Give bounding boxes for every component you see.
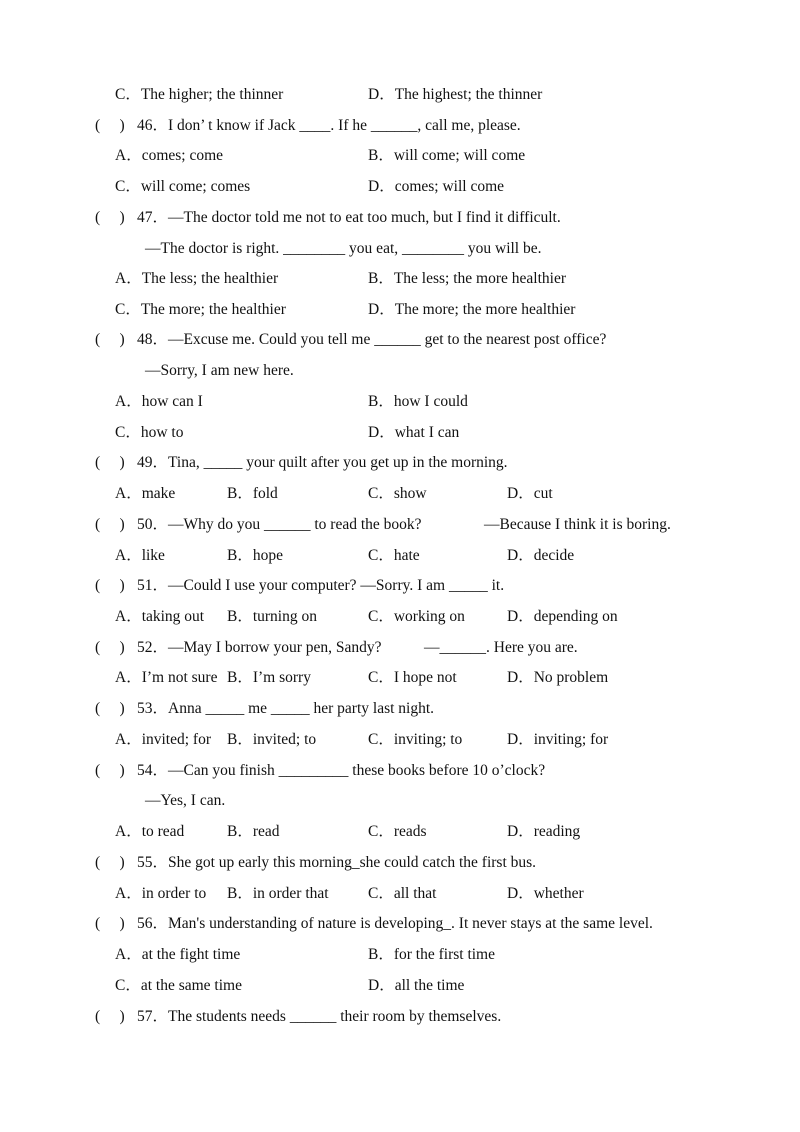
answer-bracket: ( ) xyxy=(95,639,125,656)
option-d: D．whether xyxy=(507,885,584,902)
question-stem: 47．—The doctor told me not to eat too much, but I find it difficult. xyxy=(137,209,561,226)
option-c: C．all that xyxy=(368,885,437,902)
question-55 xyxy=(0,853,800,873)
option-c: C．reads xyxy=(368,823,427,840)
option-row xyxy=(0,146,800,166)
option-c: C．how to xyxy=(115,424,184,441)
option-row xyxy=(0,668,800,688)
option-row xyxy=(0,269,800,289)
option-a: A．at the fight time xyxy=(115,946,241,963)
question-51 xyxy=(0,576,800,596)
question-stem: 49．Tina, _____ your quilt after you get up in the morning. xyxy=(137,454,508,471)
option-d: D．comes; will come xyxy=(368,178,505,195)
option-row xyxy=(0,85,800,105)
option-a: A．how can I xyxy=(115,393,203,410)
option-c: C．hate xyxy=(368,547,420,564)
answer-bracket: ( ) xyxy=(95,331,125,348)
question-stem-continued: —The doctor is right. ________ you eat, ________ you will be. xyxy=(145,240,542,257)
option-row xyxy=(0,484,800,504)
option-d: D．depending on xyxy=(507,608,618,625)
option-row xyxy=(0,300,800,320)
option-c: C．inviting; to xyxy=(368,731,463,748)
question-stem-continued: —Yes, I can. xyxy=(145,792,226,809)
option-row xyxy=(0,822,800,842)
option-d: D．cut xyxy=(507,485,553,502)
option-b: B．for the first time xyxy=(368,946,495,963)
answer-bracket: ( ) xyxy=(95,516,125,533)
question-stem: 56．Man's understanding of nature is developing_. It never stays at the same level. xyxy=(137,915,653,932)
question-stem: 57．The students needs ______ their room by themselves. xyxy=(137,1008,502,1025)
question-54 xyxy=(0,761,800,781)
option-row xyxy=(0,423,800,443)
question-48-line2 xyxy=(0,361,800,381)
question-47-line2 xyxy=(0,239,800,259)
option-a: A．to read xyxy=(115,823,185,840)
question-stem: 54．—Can you finish _________ these books before 10 o’clock? xyxy=(137,762,546,779)
question-stem: 55．She got up early this morning_she could catch the first bus. xyxy=(137,854,537,871)
option-d: D．decide xyxy=(507,547,575,564)
question-stem: 46．I don’ t know if Jack ____. If he ______, call me, please. xyxy=(137,117,521,134)
option-a: A．I’m not sure xyxy=(115,669,218,686)
question-stem-response: —Because I think it is boring. xyxy=(484,516,671,533)
option-d: D．all the time xyxy=(368,977,465,994)
option-b: B．hope xyxy=(227,547,283,564)
option-c: C．at the same time xyxy=(115,977,242,994)
option-row xyxy=(0,976,800,996)
option-b: B．read xyxy=(227,823,280,840)
option-a: A．comes; come xyxy=(115,147,224,164)
option-row xyxy=(0,730,800,750)
option-b: B．fold xyxy=(227,485,278,502)
option-d: D．The more; the more healthier xyxy=(368,301,576,318)
answer-bracket: ( ) xyxy=(95,1008,125,1025)
option-row xyxy=(0,177,800,197)
answer-bracket: ( ) xyxy=(95,854,125,871)
option-d: D．reading xyxy=(507,823,581,840)
option-b: B．The less; the more healthier xyxy=(368,270,566,287)
option-row xyxy=(0,945,800,965)
question-50 xyxy=(0,515,800,535)
option-c: C．The more; the healthier xyxy=(115,301,286,318)
question-52 xyxy=(0,638,800,658)
question-48 xyxy=(0,330,800,350)
answer-bracket: ( ) xyxy=(95,117,125,134)
question-49 xyxy=(0,453,800,473)
question-46 xyxy=(0,116,800,136)
option-row xyxy=(0,884,800,904)
question-stem: 52．—May I borrow your pen, Sandy? xyxy=(137,639,382,656)
question-54-line2 xyxy=(0,791,800,811)
option-row xyxy=(0,392,800,412)
question-stem: 53．Anna _____ me _____ her party last night. xyxy=(137,700,435,717)
option-a: A．invited; for xyxy=(115,731,211,748)
answer-bracket: ( ) xyxy=(95,915,125,932)
option-c: C．I hope not xyxy=(368,669,457,686)
question-stem-continued: —Sorry, I am new here. xyxy=(145,362,294,379)
question-stem-response: —______. Here you are. xyxy=(424,639,578,656)
question-47 xyxy=(0,208,800,228)
answer-bracket: ( ) xyxy=(95,762,125,779)
option-row xyxy=(0,607,800,627)
option-c: C．The higher; the thinner xyxy=(115,86,284,103)
option-c: C．working on xyxy=(368,608,465,625)
option-c: C．show xyxy=(368,485,427,502)
option-d: D．The highest; the thinner xyxy=(368,86,543,103)
question-57 xyxy=(0,1007,800,1027)
option-c: C．will come; comes xyxy=(115,178,251,195)
option-a: A．in order to xyxy=(115,885,207,902)
answer-bracket: ( ) xyxy=(95,577,125,594)
option-a: A．make xyxy=(115,485,176,502)
option-d: D．what I can xyxy=(368,424,460,441)
option-d: D．inviting; for xyxy=(507,731,609,748)
option-b: B．will come; will come xyxy=(368,147,526,164)
option-row xyxy=(0,546,800,566)
option-a: A．like xyxy=(115,547,165,564)
answer-bracket: ( ) xyxy=(95,454,125,471)
question-stem: 48．—Excuse me. Could you tell me ______ get to the nearest post office? xyxy=(137,331,607,348)
option-b: B．invited; to xyxy=(227,731,317,748)
option-d: D．No problem xyxy=(507,669,609,686)
question-53 xyxy=(0,699,800,719)
option-b: B．how I could xyxy=(368,393,468,410)
answer-bracket: ( ) xyxy=(95,209,125,226)
option-b: B．in order that xyxy=(227,885,329,902)
answer-bracket: ( ) xyxy=(95,700,125,717)
option-b: B．I’m sorry xyxy=(227,669,311,686)
question-stem: 50．—Why do you ______ to read the book? xyxy=(137,516,422,533)
question-stem: 51．—Could I use your computer? —Sorry. I am _____ it. xyxy=(137,577,505,594)
option-b: B．turning on xyxy=(227,608,317,625)
option-a: A．taking out xyxy=(115,608,205,625)
option-a: A．The less; the healthier xyxy=(115,270,279,287)
question-56 xyxy=(0,914,800,934)
